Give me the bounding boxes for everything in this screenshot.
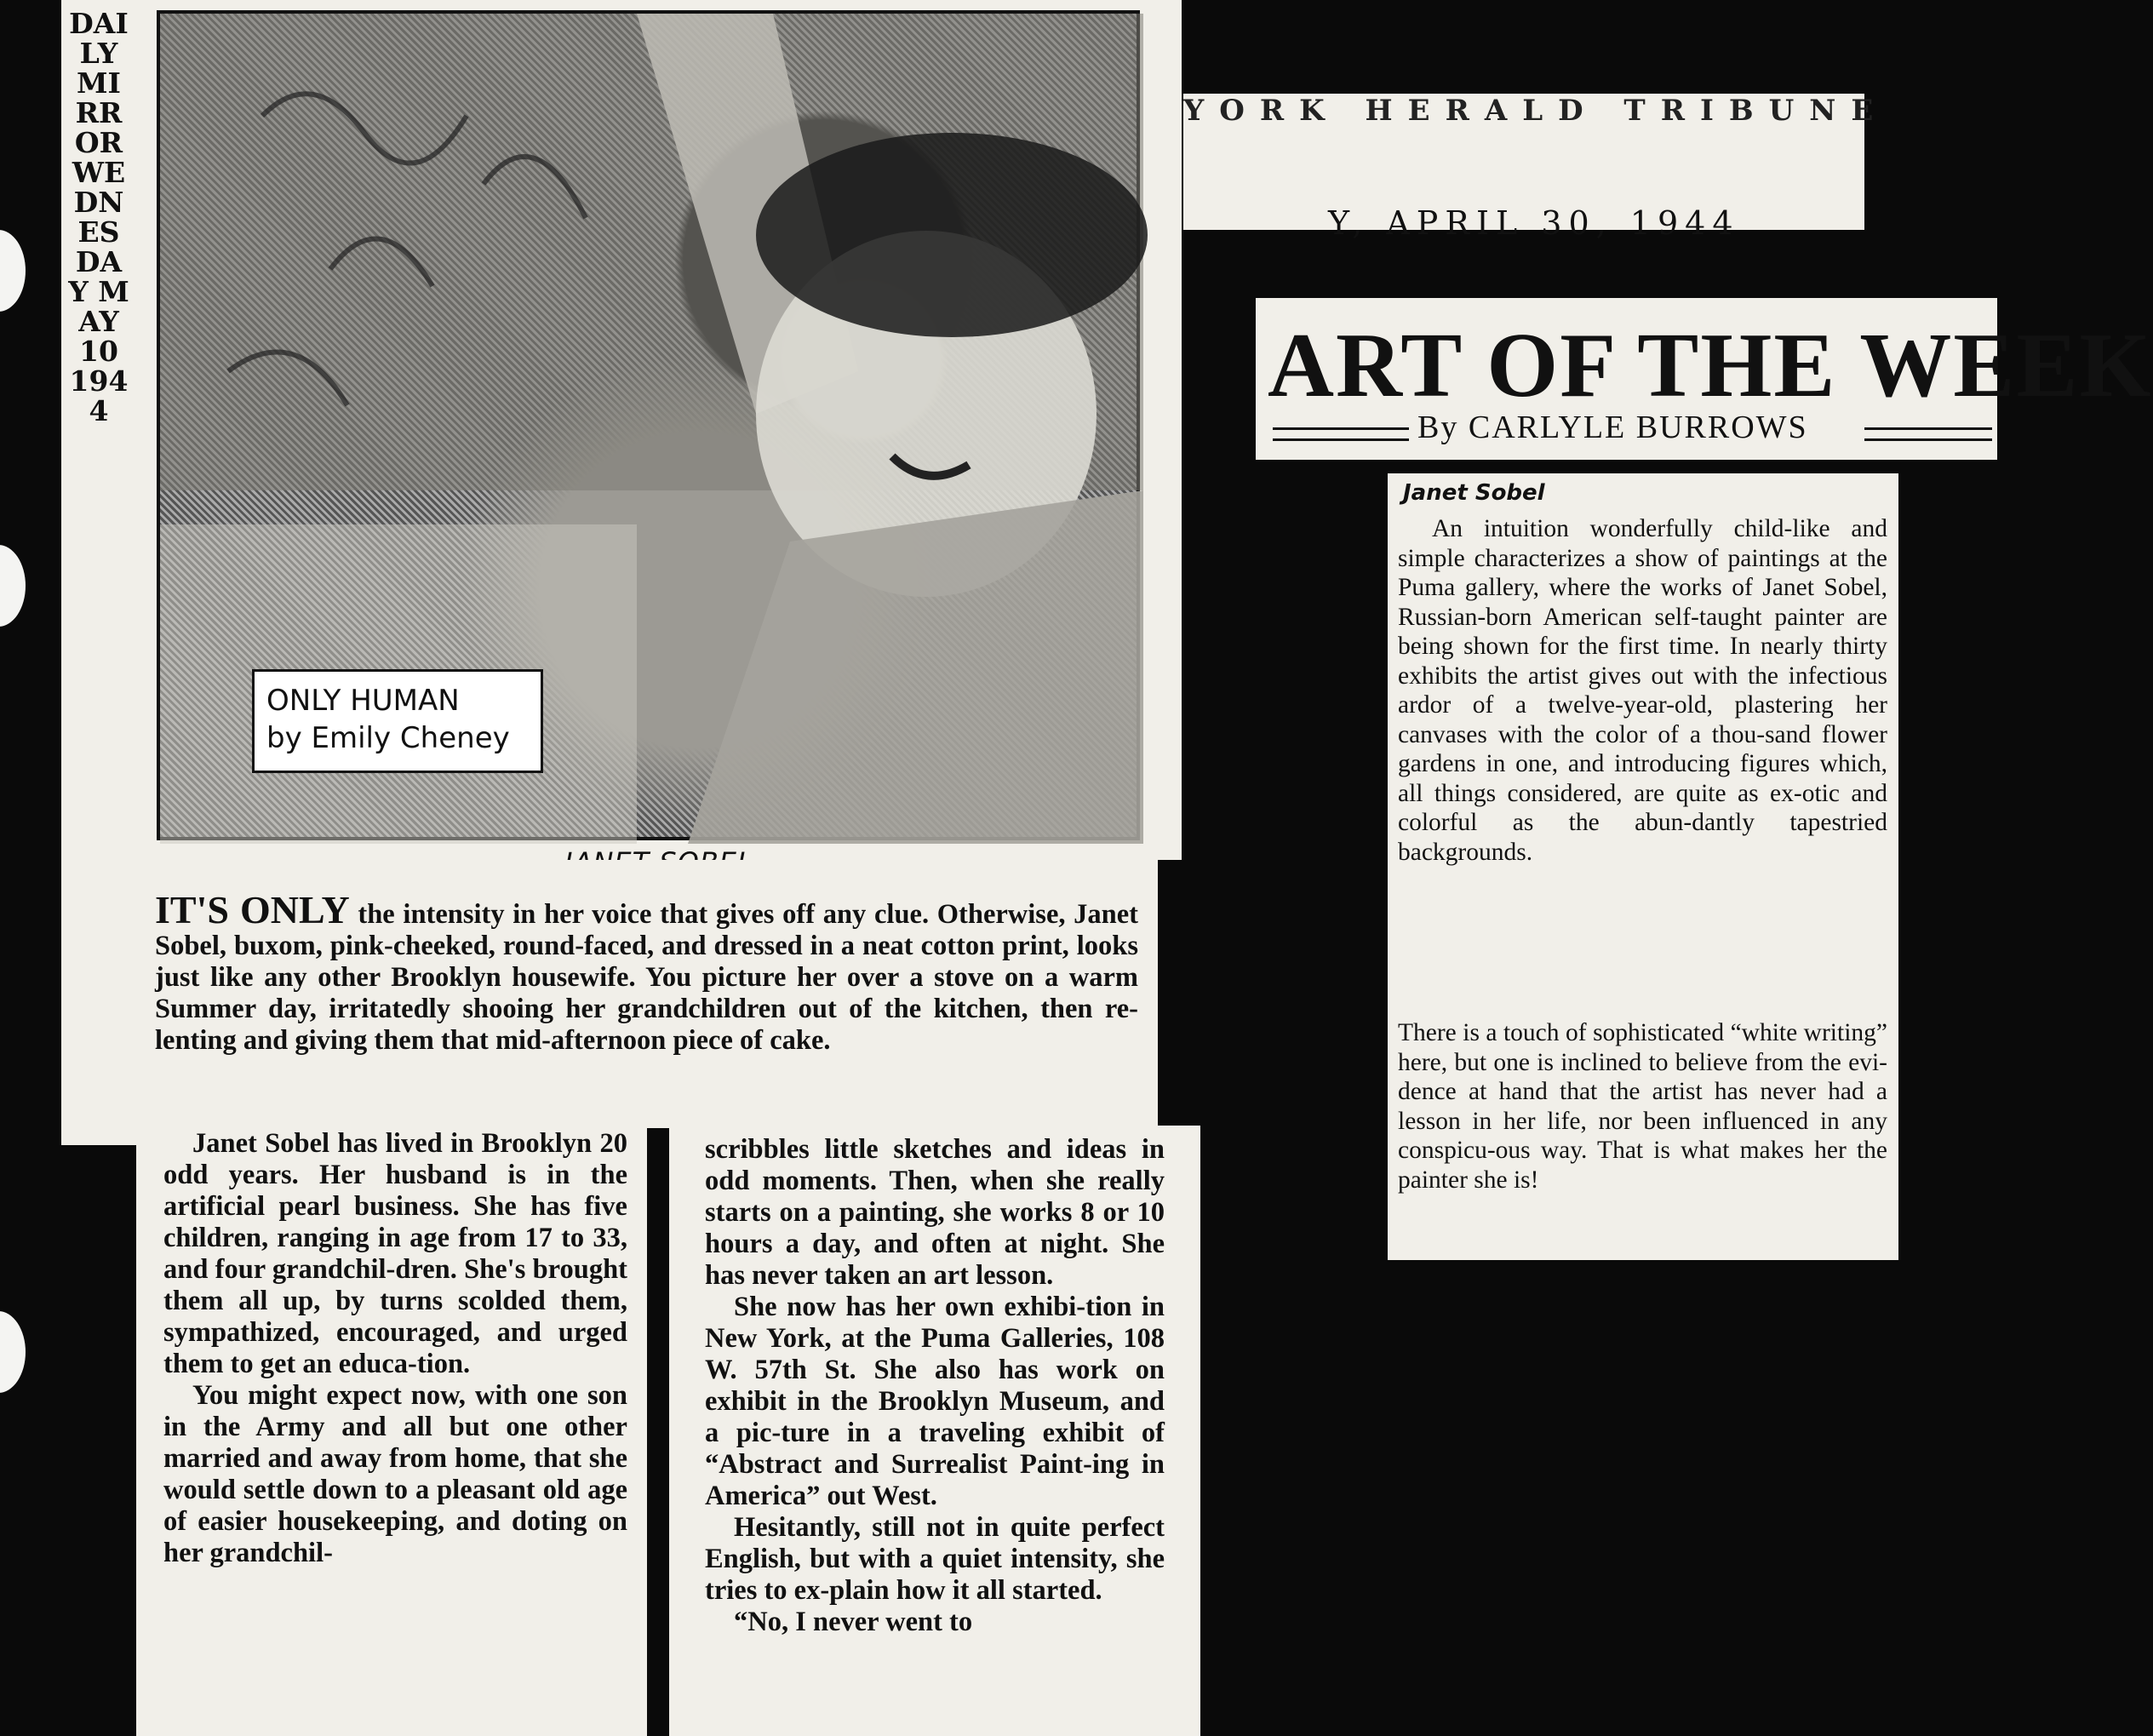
heading-strip xyxy=(1256,298,2153,460)
photo-frame xyxy=(136,0,1182,860)
column-a-paragraph: You might expect now, with one son in the Army and all but one other married and away from home, that she would settle down to a pleasant old age of easier housekeeping, and doting on her grandchil- xyxy=(163,1380,627,1568)
article-column-a xyxy=(136,1128,647,1736)
binder-hole xyxy=(0,1311,26,1393)
review-paragraph-1: An intuition wonderfully child-like and simple characterizes a show of paintings at the Puma gallery, where the works of Janet Sobel, Russian-born American self-taught painter are being shown for the first time. In nearly thirty exhibits the artist gives out with the infectious ardor of a twelve-year-old, plastering her canvases with the color of a thou-sand flower gardens in one, and introducing figures which, all things considered, are quite as ex-otic and colorful as the abun-dantly tapestried backgrounds. xyxy=(1398,515,1887,866)
column-b-paragraph: “No, I never went to xyxy=(734,1607,973,1637)
section-heading: ART OF THE WEEK xyxy=(1268,315,2153,416)
newspaper-name: YORK HERALD TRIBUNE xyxy=(1183,94,1889,128)
column-a-text xyxy=(163,1128,627,1569)
byline: By CARLYLE BURROWS xyxy=(1417,410,1808,445)
review-title: Janet Sobel xyxy=(1403,480,1545,506)
dateline: Y, APRIL 30, 1944 xyxy=(1328,204,1740,242)
column-b-text xyxy=(705,1134,1165,1638)
column-title-box xyxy=(252,669,543,773)
column-author: by Emily Cheney xyxy=(266,721,510,755)
heading-rule-right xyxy=(1864,427,1992,441)
column-a-paragraph: Janet Sobel has lived in Brooklyn 20 odd years. Her husband is in the artificial pearl business. She has five children, ranging in age from 17 to 33, and four grandchil-dren. She's brought them all up, by turns scolded them, sympathized, encouraged, and urged them to get an educa-tion. xyxy=(163,1128,627,1379)
article-column-b xyxy=(669,1126,1200,1736)
portrait-photo xyxy=(157,10,1140,840)
column-b-paragraph: Hesitantly, still not in quite perfect English, but with a quiet intensity, she tries to ex-plain how it all started. xyxy=(705,1512,1165,1606)
masthead-vertical-text: DAILY MIRROR WEDNESDAY MAY 10 1944 xyxy=(68,7,129,427)
article-lead-paragraph xyxy=(155,888,1139,1057)
article-lead-block xyxy=(136,860,1158,1128)
binder-hole xyxy=(0,230,26,312)
masthead-strip xyxy=(61,0,136,1145)
herald-date-strip xyxy=(1183,94,1889,242)
review-paragraph-2: There is a touch of sophisticated “white writing” here, but one is inclined to believe from the evi-dence at hand that the artist has never had a lesson in her life, nor been influenced in any conspicu-ous way. That is what makes her the painter she is! xyxy=(1398,1019,1887,1194)
binder-hole xyxy=(0,545,26,627)
lead-text: the intensity in her voice that gives off any clue. Otherwise, Janet Sobel, buxom, pink-cheeked, round-faced, and dressed in a neat cotton print, looks just like any other Brooklyn housewife. You picture her over a stove on a warm Summer day, irritatedly shooing her grandchildren out of the kitchen, then re-lenting and giving them that mid-afternoon piece of cake. xyxy=(155,899,1139,1056)
review-clipping xyxy=(1388,473,1898,1260)
column-b-paragraph: She now has her own exhibi-tion in New York, at the Puma Galleries, 108 W. 57th St. She also has work on exhibit in the Brooklyn Museum, and a pic-ture in a traveling exhibit of “Abstract and Surrealist Paint-ing in America” out West. xyxy=(705,1292,1165,1511)
column-b-paragraph: scribbles little sketches and ideas in odd moments. Then, when she really starts on a painting, she works 8 or 10 hours a day, and often at night. She has never taken an art lesson. xyxy=(705,1134,1165,1291)
lead-dropcap: IT'S ONLY xyxy=(155,888,350,931)
column-title: ONLY HUMAN xyxy=(266,684,460,718)
heading-rule-left xyxy=(1273,427,1409,441)
